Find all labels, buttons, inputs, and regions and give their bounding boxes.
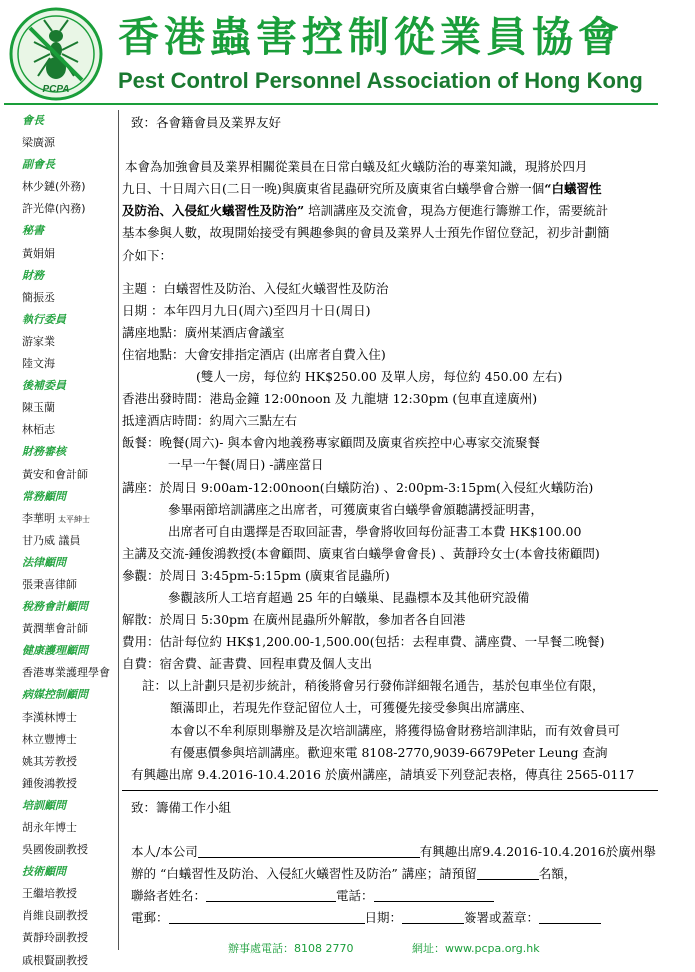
sidebar-person-name: 游家業 [22, 334, 55, 348]
detail-venue: 講座地點：廣州某酒店會議室 [122, 324, 285, 340]
detail-departure: 香港出發時間：港島金鐘 12:00noon 及 九龍塘 12:30pm (包車直達廣州) [122, 391, 538, 407]
sidebar-person-name: 黃靜玲副教授 [22, 931, 88, 945]
sidebar-role-heading: 會長 [22, 114, 44, 127]
sidebar-person-name: 林栢志 [22, 423, 55, 437]
quota-field[interactable] [477, 865, 539, 880]
date-field[interactable] [402, 909, 464, 924]
sidebar-person-title: 太平紳士 [58, 514, 90, 524]
sidebar-person-name: 香港專業護理學會 [22, 666, 110, 680]
note-line-3: 本會以不牟利原則舉辦及是次培訓講座，將獲得協會財務培訓津貼，而有效會員可 [170, 722, 621, 738]
sidebar-person-name: 姚其芳教授 [22, 754, 77, 768]
letter-greeting: 致：各會籍會員及業界友好 [131, 115, 282, 130]
sidebar-role-heading: 執行委員 [22, 312, 66, 326]
sidebar-person-name: 甘乃威 議員 [22, 533, 81, 547]
sidebar-person-name: 陸文海 [22, 357, 55, 371]
intro-line-5: 介如下： [122, 247, 173, 263]
detail-date: 日期 ：本年四月九日(周六)至四月十日(周日) [122, 302, 371, 318]
sidebar-person-name: 簡振丞 [22, 290, 55, 304]
detail-lecture-fee: 出席者可自由選擇是否取回証書，學會將收回每份証書工本費 HK$100.00 [168, 523, 582, 539]
form-email-line: 電郵： 日期： 簽署或蓋章： [122, 907, 662, 929]
form-recipient: 致：籌備工作小組 [131, 799, 232, 815]
sidebar-role-heading: 技術顧問 [22, 865, 66, 879]
intro-line-4: 基本參與人數，故現開始接受有興趣參與的會員及業界人士預先作留位登記，初步計劃簡 [122, 225, 610, 241]
sidebar-person-name: 梁廣源 [22, 136, 55, 150]
letter-body [122, 112, 662, 929]
detail-speakers: 主講及交流-鍾俊鴻教授(本會顧問、廣東省白蟻學會會長) 、黃靜玲女士(本會技術顧問) [122, 545, 600, 561]
sidebar-person-name: 李華明 太平紳士 [22, 511, 90, 525]
detail-arrival: 抵達酒店時間：約周六三點左右 [122, 413, 298, 429]
detail-meals-2: 一早一午餐(周日) -講座當日 [168, 457, 324, 473]
sidebar-person-name: 張秉喜律師 [22, 577, 77, 591]
form-seminar-line: 辦的 “白蟻習性及防治、入侵紅火蟻習性及防治” 講座；請預留 名額， [131, 866, 577, 882]
sidebar-divider [118, 110, 119, 950]
sidebar-person-name: 戚根賢副教授 [22, 953, 88, 967]
detail-lodging-price: (雙人一房，每位約 HK$250.00 及單人房，每位約 450.00 左右) [196, 369, 563, 385]
intro-line-3: 及防治、入侵紅火蟻習性及防治” 培訓講座及交流會，現為方便進行籌辦工作，需要統計 [122, 203, 609, 219]
header-divider [4, 103, 658, 105]
sidebar-person-name: 李漢林博士 [22, 710, 77, 724]
sidebar-role-heading: 稅務會計顧問 [22, 600, 88, 614]
sidebar-person-name: 許光偉(內務) [22, 202, 86, 216]
sidebar-person-name: 林少鏈(外務) [22, 180, 86, 194]
detail-topic: 主題 ：白蟻習性及防治、入侵紅火蟻習性及防治 [122, 280, 389, 296]
office-phone: 辦事處電話：8108 2770 [228, 942, 354, 955]
sidebar-role-heading: 常務顧問 [22, 489, 66, 503]
company-field[interactable] [198, 843, 420, 858]
note-line-2: 額滿即止，若現先作登記留位人士，可獲優先接受參與出席講座、 [170, 700, 533, 716]
intro-line-1: 本會為加強會員及業界相關從業員在日常白蟻及紅火蟻防治的專業知識，現將於四月 [125, 159, 588, 175]
association-title-english: Pest Control Personnel Association of Hong Kong [118, 68, 643, 93]
registration-instruction: 有興趣出席 9.4.2016-10.4.2016 於廣州講座，請填妥下列登記表格，傳真往 2565-0117 [131, 766, 635, 782]
detail-cost: 費用：估計每位約 HK$1,200.00-1,500.00(包括：去程車費、講座費、一早餐二晚餐) [122, 634, 605, 650]
sidebar-person-name: 胡永年博士 [22, 821, 77, 834]
detail-visit: 參觀：於周日 3:45pm-5:15pm (廣東省昆蟲所) [122, 567, 390, 583]
sidebar-person-name: 黃潤華會計師 [22, 622, 88, 636]
officers-sidebar [0, 110, 118, 967]
note-line-1: 註：以上計劃只是初步統計，稍後將會另行發佈詳細報名通告，基於包車坐位有限， [142, 678, 605, 694]
contact-name-field[interactable] [206, 887, 336, 902]
sidebar-role-heading: 秘書 [22, 224, 44, 238]
sidebar-person-name: 吳國俊副教授 [22, 843, 88, 857]
sidebar-person-name: 林立豐博士 [22, 732, 77, 746]
detail-lodging: 住宿地點：大會安排指定酒店 (出席者自費入住) [122, 346, 386, 362]
sidebar-person-name: 王繼培教授 [22, 887, 77, 901]
sidebar-role-heading: 副會長 [22, 158, 55, 172]
phone-field[interactable] [374, 887, 494, 902]
sidebar-role-heading: 財務 [22, 268, 44, 282]
form-company-line: 本人/本公司 有興趣出席9.4.2016-10.4.2016於廣州舉 [131, 844, 656, 859]
sidebar-role-heading: 法律顧問 [22, 555, 66, 569]
detail-lecture-cert: 參畢兩節培訓講座之出席者，可獲廣東省白蟻學會頒聽講授証明書， [168, 501, 544, 517]
sidebar-role-heading: 培訓顧問 [22, 798, 66, 812]
detail-dismiss: 解散：於周日 5:30pm 在廣州昆蟲所外解散，參加者各自回港 [122, 612, 466, 628]
sidebar-person-name: 黃安和會計師 [22, 467, 88, 481]
detail-meals: 飯餐：晚餐(周六)- 與本會內地義務專家顧問及廣東省疾控中心專家交流聚餐 [122, 435, 540, 451]
association-logo [8, 6, 104, 102]
sidebar-role-heading: 後補委員 [22, 379, 66, 393]
sidebar-role-heading: 健康護理顧問 [22, 644, 88, 658]
detail-self-paid: 自費：宿舍費、証書費、回程車費及個人支出 [122, 656, 373, 672]
sidebar-person-name: 陳玉蘭 [22, 401, 55, 415]
association-title-chinese: 香港蟲害控制從業員協會 [118, 13, 624, 61]
sidebar-person-name: 鍾俊鴻教授 [22, 776, 77, 790]
note-line-4: 有優惠價參與培訓講座。歡迎來電 8108-2770,9039-6679Peter Leung 查詢 [170, 744, 608, 760]
detail-visit-desc: 參觀該所人工培育超過 25 年的白蟻巢、昆蟲標本及其他研究設備 [168, 589, 530, 605]
detail-lecture: 講座：於周日 9:00am-12:00noon(白蟻防治) 、2:00pm-3:15pm(入侵紅火蟻防治) [122, 479, 594, 495]
signature-field[interactable] [539, 909, 601, 924]
sidebar-role-heading: 病媒控制顧問 [22, 688, 88, 702]
logo-text: PCPA [42, 84, 70, 95]
form-contact-line: 聯絡者姓名： 電話： [122, 885, 662, 907]
website-link[interactable]: 網址：www.pcpa.org.hk [412, 942, 540, 955]
sidebar-person-name: 肖維良副教授 [22, 909, 88, 923]
sidebar-role-heading: 財務審核 [22, 445, 66, 459]
intro-line-2: 九日、十日周六日(二日一晚)與廣東省昆蟲研究所及廣東省白蟻學會合辦一個“白蟻習性 [122, 181, 602, 197]
sidebar-person-name: 黃娟娟 [22, 246, 55, 260]
form-divider [122, 790, 658, 791]
email-field[interactable] [169, 909, 365, 924]
